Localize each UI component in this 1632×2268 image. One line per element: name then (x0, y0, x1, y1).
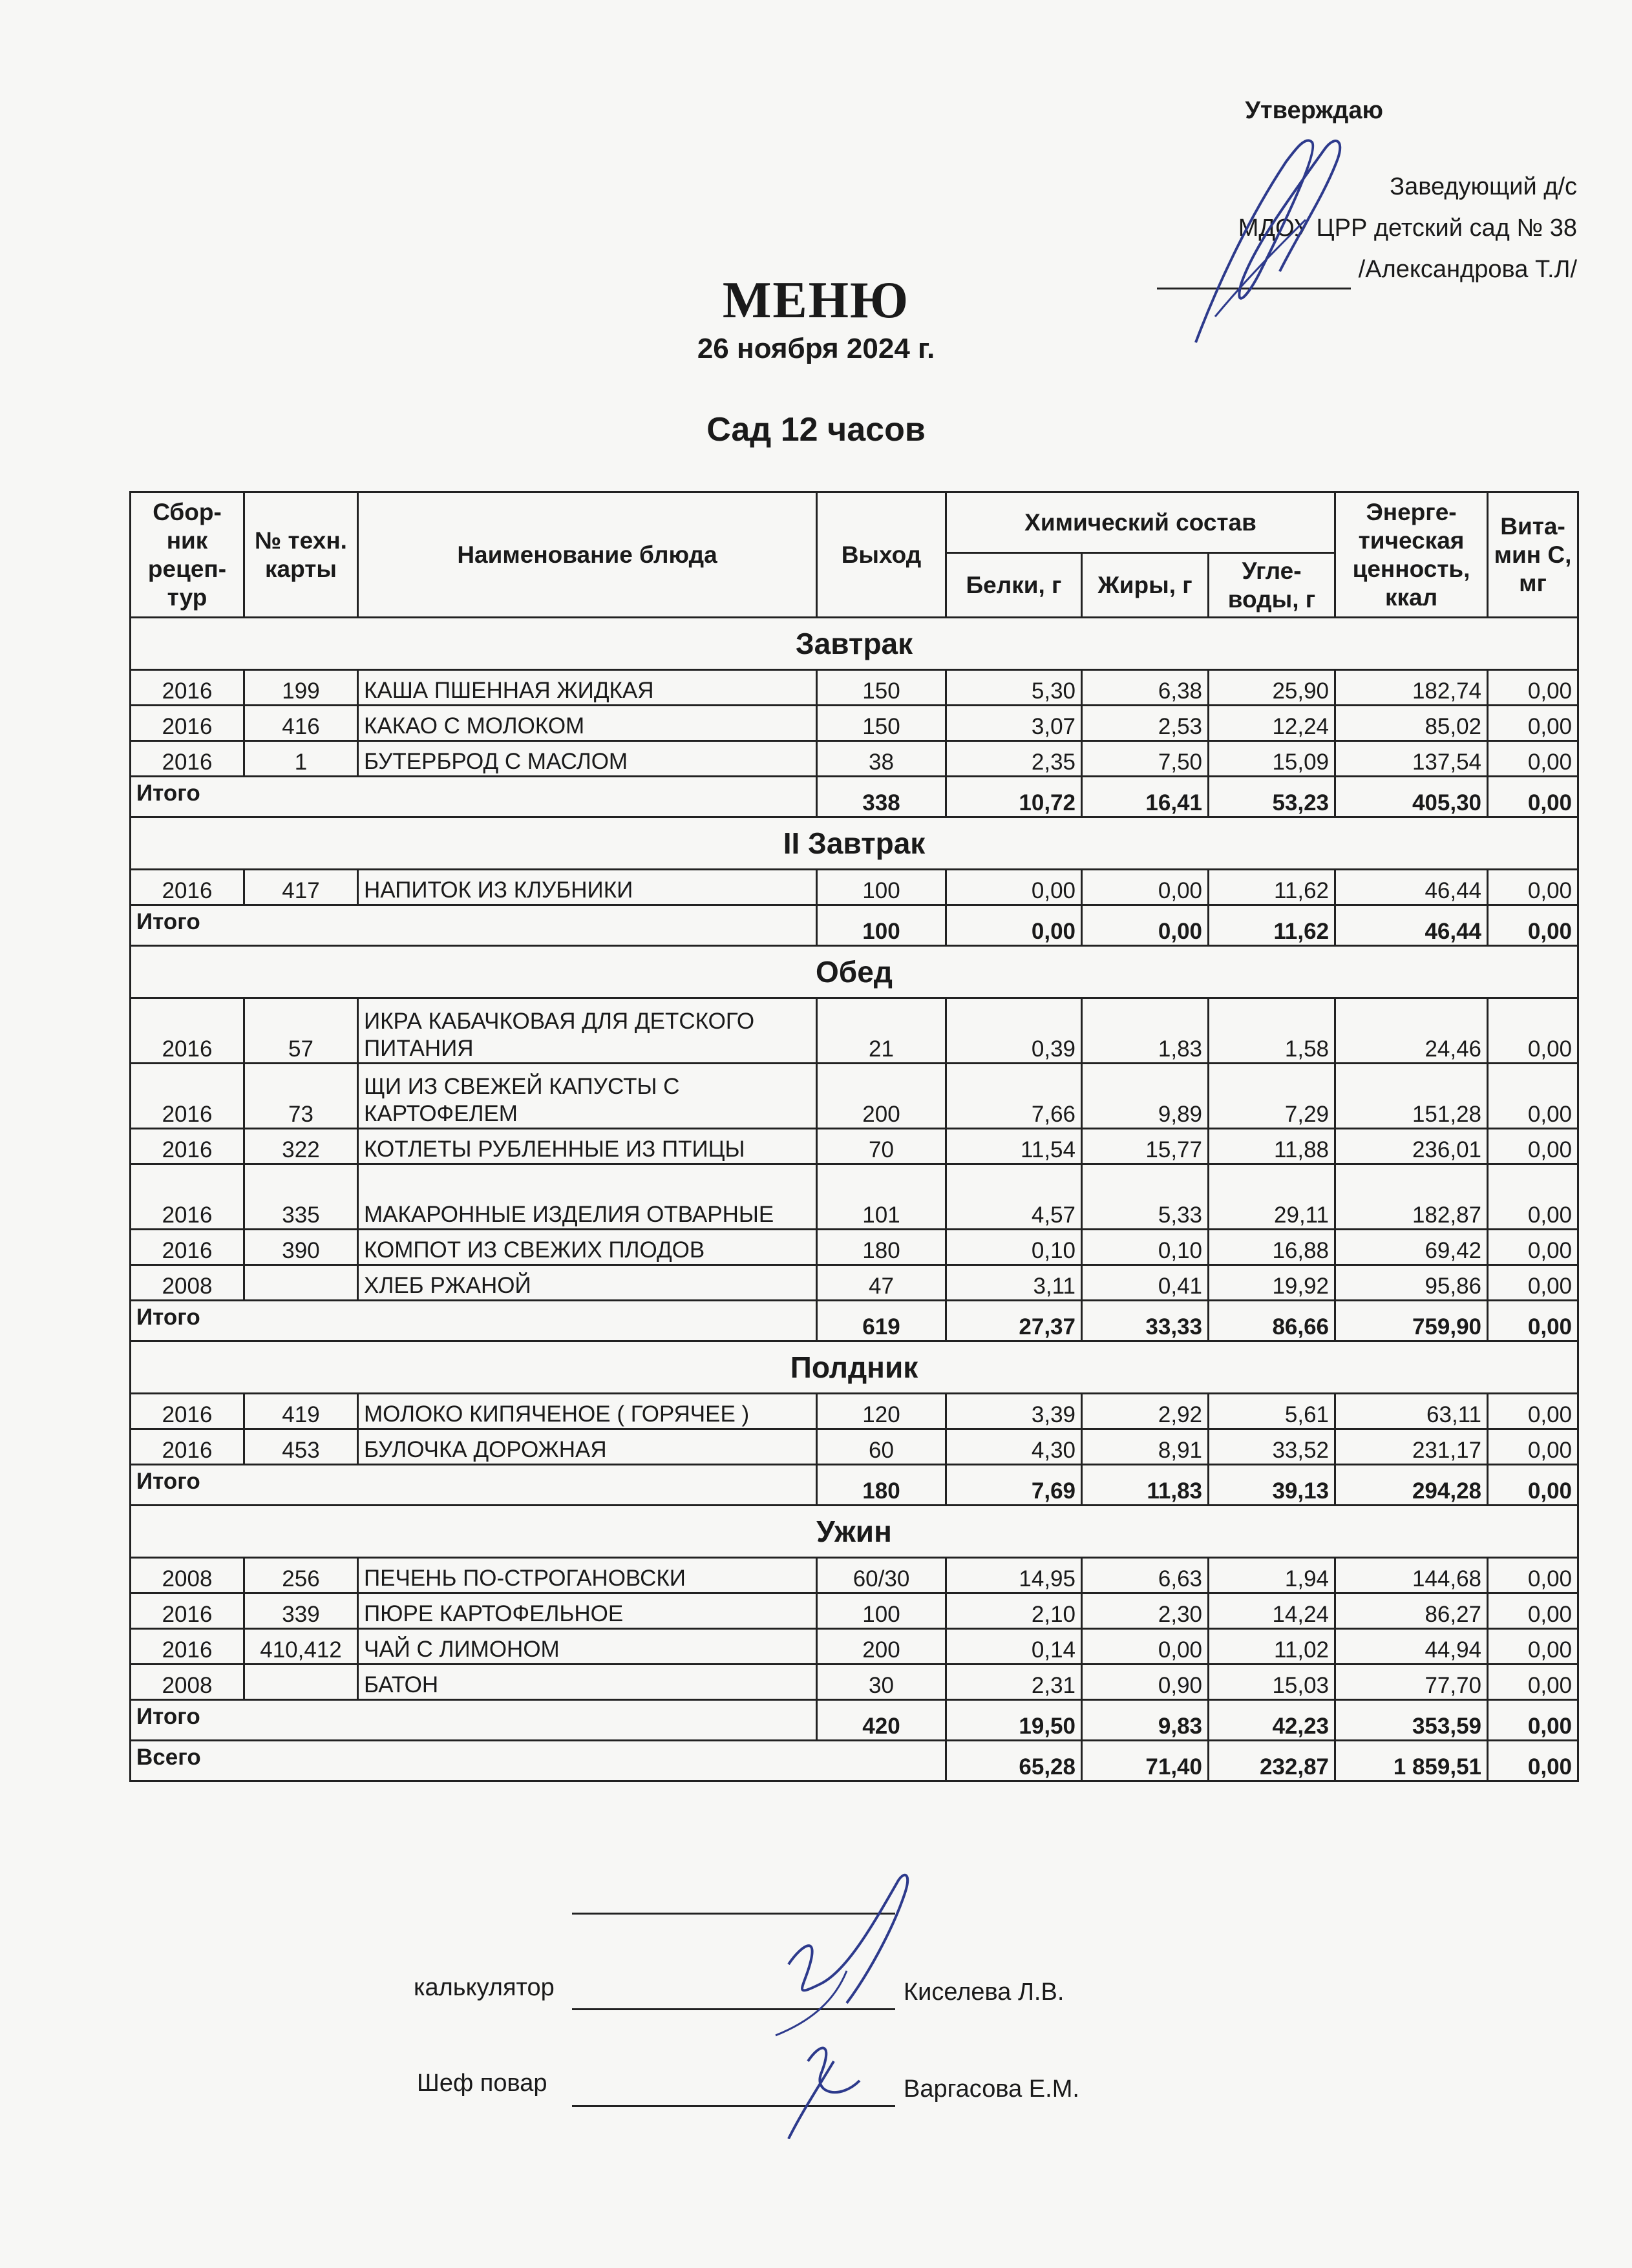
total-fat: 16,41 (1082, 777, 1209, 817)
table-row (131, 1558, 1578, 1593)
cell-fat: 0,10 (1082, 1230, 1209, 1265)
cell-card: 57 (244, 998, 358, 1064)
cell-fat: 15,77 (1082, 1129, 1209, 1164)
total-energy: 46,44 (1335, 905, 1488, 946)
total-energy: 294,28 (1335, 1465, 1488, 1506)
total-protein: 27,37 (946, 1301, 1082, 1341)
total-row (131, 1700, 1578, 1741)
grand-vitamin: 0,00 (1488, 1741, 1578, 1781)
cell-card: 73 (244, 1064, 358, 1129)
cell-protein: 3,07 (946, 706, 1082, 741)
total-carbs: 86,66 (1209, 1301, 1335, 1341)
cell-dish: БУТЕРБРОД С МАСЛОМ (358, 741, 817, 777)
cell-vitamin: 0,00 (1488, 1064, 1578, 1129)
cell-energy: 86,27 (1335, 1593, 1488, 1629)
cell-output: 70 (817, 1129, 946, 1164)
cell-protein: 3,39 (946, 1394, 1082, 1429)
grand-protein: 65,28 (946, 1741, 1082, 1781)
total-vitamin: 0,00 (1488, 1700, 1578, 1741)
cell-protein: 14,95 (946, 1558, 1082, 1593)
cell-carbs: 29,11 (1209, 1164, 1335, 1230)
table-row (131, 1593, 1578, 1629)
cell-energy: 85,02 (1335, 706, 1488, 741)
section-row (131, 1506, 1578, 1558)
total-output: 100 (817, 905, 946, 946)
total-row (131, 1301, 1578, 1341)
cell-energy: 46,44 (1335, 870, 1488, 905)
cell-collection: 2016 (131, 1429, 244, 1465)
cell-carbs: 11,62 (1209, 870, 1335, 905)
cell-energy: 44,94 (1335, 1629, 1488, 1664)
cell-fat: 5,33 (1082, 1164, 1209, 1230)
cell-output: 150 (817, 706, 946, 741)
total-fat: 0,00 (1082, 905, 1209, 946)
section-title: Обед (131, 946, 1578, 998)
cell-energy: 151,28 (1335, 1064, 1488, 1129)
cell-protein: 2,10 (946, 1593, 1082, 1629)
total-label: Итого (131, 1301, 817, 1341)
header-collection: Сбор-ник рецеп-тур (131, 492, 244, 618)
cell-card: 339 (244, 1593, 358, 1629)
page-title: МЕНЮ (722, 272, 910, 329)
total-label: Итого (131, 777, 817, 817)
section-row (131, 946, 1578, 998)
cell-output: 120 (817, 1394, 946, 1429)
cell-protein: 2,31 (946, 1664, 1082, 1700)
header-output: Выход (817, 492, 946, 618)
cell-card: 335 (244, 1164, 358, 1230)
cell-carbs: 1,58 (1209, 998, 1335, 1064)
header-card: № техн. карты (244, 492, 358, 618)
cell-energy: 182,87 (1335, 1164, 1488, 1230)
total-energy: 759,90 (1335, 1301, 1488, 1341)
table-row (131, 1394, 1578, 1429)
total-protein: 10,72 (946, 777, 1082, 817)
total-output: 338 (817, 777, 946, 817)
cell-card: 256 (244, 1558, 358, 1593)
table-row (131, 1230, 1578, 1265)
table-row (131, 1265, 1578, 1301)
grand-energy: 1 859,51 (1335, 1741, 1488, 1781)
cell-dish: БУЛОЧКА ДОРОЖНАЯ (358, 1429, 817, 1465)
cell-collection: 2016 (131, 670, 244, 706)
cell-protein: 5,30 (946, 670, 1082, 706)
total-protein: 19,50 (946, 1700, 1082, 1741)
cell-vitamin: 0,00 (1488, 670, 1578, 706)
cell-output: 180 (817, 1230, 946, 1265)
cell-protein: 11,54 (946, 1129, 1082, 1164)
cell-protein: 2,35 (946, 741, 1082, 777)
table-row (131, 706, 1578, 741)
table-row (131, 1164, 1578, 1230)
approval-heading: Утверждаю (1245, 97, 1383, 124)
cell-carbs: 15,09 (1209, 741, 1335, 777)
cell-collection: 2016 (131, 998, 244, 1064)
cell-carbs: 15,03 (1209, 1664, 1335, 1700)
cell-dish: ЧАЙ С ЛИМОНОМ (358, 1629, 817, 1664)
cell-collection: 2016 (131, 1593, 244, 1629)
cell-card: 1 (244, 741, 358, 777)
cell-fat: 8,91 (1082, 1429, 1209, 1465)
cell-dish: ПЕЧЕНЬ ПО-СТРОГАНОВСКИ (358, 1558, 817, 1593)
cell-collection: 2016 (131, 870, 244, 905)
total-fat: 33,33 (1082, 1301, 1209, 1341)
cell-vitamin: 0,00 (1488, 741, 1578, 777)
cell-collection: 2016 (131, 706, 244, 741)
cell-collection: 2016 (131, 741, 244, 777)
cell-fat: 7,50 (1082, 741, 1209, 777)
cell-energy: 144,68 (1335, 1558, 1488, 1593)
section-row (131, 618, 1578, 670)
cell-vitamin: 0,00 (1488, 870, 1578, 905)
cell-vitamin: 0,00 (1488, 1394, 1578, 1429)
cell-carbs: 16,88 (1209, 1230, 1335, 1265)
cell-output: 47 (817, 1265, 946, 1301)
cell-card (244, 1664, 358, 1700)
cell-collection: 2016 (131, 1129, 244, 1164)
cell-fat: 1,83 (1082, 998, 1209, 1064)
cell-dish: ИКРА КАБАЧКОВАЯ ДЛЯ ДЕТСКОГО ПИТАНИЯ (358, 998, 817, 1064)
section-title: II Завтрак (131, 817, 1578, 870)
header-protein: Белки, г (946, 553, 1082, 618)
header-vitamin: Вита-мин С, мг (1488, 492, 1578, 618)
header-chem: Химический состав (946, 492, 1335, 553)
cell-vitamin: 0,00 (1488, 1664, 1578, 1700)
cell-carbs: 14,24 (1209, 1593, 1335, 1629)
chef-label: Шеф повар (417, 2070, 547, 2097)
cell-protein: 0,39 (946, 998, 1082, 1064)
cell-vitamin: 0,00 (1488, 1230, 1578, 1265)
cell-carbs: 7,29 (1209, 1064, 1335, 1129)
total-vitamin: 0,00 (1488, 777, 1578, 817)
header-fat: Жиры, г (1082, 553, 1209, 618)
table-row (131, 1129, 1578, 1164)
cell-collection: 2016 (131, 1064, 244, 1129)
cell-fat: 6,63 (1082, 1558, 1209, 1593)
cell-fat: 0,41 (1082, 1265, 1209, 1301)
total-label: Итого (131, 1465, 817, 1506)
cell-dish: КАКАО С МОЛОКОМ (358, 706, 817, 741)
cell-carbs: 11,88 (1209, 1129, 1335, 1164)
cell-carbs: 5,61 (1209, 1394, 1335, 1429)
cell-carbs: 33,52 (1209, 1429, 1335, 1465)
table-row (131, 1429, 1578, 1465)
cell-dish: КОМПОТ ИЗ СВЕЖИХ ПЛОДОВ (358, 1230, 817, 1265)
grand-carbs: 232,87 (1209, 1741, 1335, 1781)
total-vitamin: 0,00 (1488, 1301, 1578, 1341)
cell-energy: 63,11 (1335, 1394, 1488, 1429)
cell-energy: 77,70 (1335, 1664, 1488, 1700)
cell-output: 100 (817, 870, 946, 905)
cell-dish: КОТЛЕТЫ РУБЛЕННЫЕ ИЗ ПТИЦЫ (358, 1129, 817, 1164)
cell-card: 390 (244, 1230, 358, 1265)
cell-output: 60 (817, 1429, 946, 1465)
total-output: 619 (817, 1301, 946, 1341)
cell-card: 417 (244, 870, 358, 905)
cell-vitamin: 0,00 (1488, 1129, 1578, 1164)
cell-dish: МОЛОКО КИПЯЧЕНОЕ ( ГОРЯЧЕЕ ) (358, 1394, 817, 1429)
cell-output: 101 (817, 1164, 946, 1230)
cell-protein: 7,66 (946, 1064, 1082, 1129)
table-row (131, 670, 1578, 706)
total-carbs: 11,62 (1209, 905, 1335, 946)
table-row (131, 1664, 1578, 1700)
cell-output: 60/30 (817, 1558, 946, 1593)
total-carbs: 42,23 (1209, 1700, 1335, 1741)
cell-output: 21 (817, 998, 946, 1064)
approval-position: Заведующий д/с (1390, 173, 1577, 200)
cell-carbs: 25,90 (1209, 670, 1335, 706)
cell-protein: 0,00 (946, 870, 1082, 905)
total-energy: 353,59 (1335, 1700, 1488, 1741)
cell-energy: 236,01 (1335, 1129, 1488, 1164)
cell-fat: 0,00 (1082, 870, 1209, 905)
cell-energy: 182,74 (1335, 670, 1488, 706)
table-row (131, 1629, 1578, 1664)
cell-output: 30 (817, 1664, 946, 1700)
cell-card: 453 (244, 1429, 358, 1465)
cell-collection: 2008 (131, 1558, 244, 1593)
grand-total-label: Всего (131, 1741, 946, 1781)
cell-fat: 2,53 (1082, 706, 1209, 741)
cell-protein: 0,10 (946, 1230, 1082, 1265)
cell-energy: 231,17 (1335, 1429, 1488, 1465)
cell-vitamin: 0,00 (1488, 1265, 1578, 1301)
cell-vitamin: 0,00 (1488, 1629, 1578, 1664)
total-carbs: 39,13 (1209, 1465, 1335, 1506)
total-vitamin: 0,00 (1488, 1465, 1578, 1506)
cell-fat: 9,89 (1082, 1064, 1209, 1129)
cell-output: 200 (817, 1629, 946, 1664)
cell-vitamin: 0,00 (1488, 1593, 1578, 1629)
cell-card: 322 (244, 1129, 358, 1164)
menu-subtitle: Сад 12 часов (706, 411, 926, 448)
section-row (131, 1341, 1578, 1394)
menu-table (129, 491, 1579, 1782)
cell-card: 199 (244, 670, 358, 706)
section-title: Ужин (131, 1506, 1578, 1558)
cell-output: 200 (817, 1064, 946, 1129)
total-fat: 11,83 (1082, 1465, 1209, 1506)
total-row (131, 1465, 1578, 1506)
cell-output: 100 (817, 1593, 946, 1629)
cell-fat: 2,30 (1082, 1593, 1209, 1629)
cell-carbs: 11,02 (1209, 1629, 1335, 1664)
section-title: Завтрак (131, 618, 1578, 670)
cell-vitamin: 0,00 (1488, 706, 1578, 741)
cell-vitamin: 0,00 (1488, 1429, 1578, 1465)
cell-fat: 2,92 (1082, 1394, 1209, 1429)
approval-name: /Александрова Т.Л/ (1358, 256, 1577, 283)
cell-fat: 0,00 (1082, 1629, 1209, 1664)
calc-label: калькулятор (414, 1974, 555, 2001)
cell-protein: 4,57 (946, 1164, 1082, 1230)
total-output: 180 (817, 1465, 946, 1506)
cell-fat: 0,90 (1082, 1664, 1209, 1700)
cell-collection: 2008 (131, 1664, 244, 1700)
grand-fat: 71,40 (1082, 1741, 1209, 1781)
cell-vitamin: 0,00 (1488, 1164, 1578, 1230)
cell-protein: 4,30 (946, 1429, 1082, 1465)
cell-vitamin: 0,00 (1488, 1558, 1578, 1593)
cell-output: 150 (817, 670, 946, 706)
total-label: Итого (131, 1700, 817, 1741)
cell-energy: 95,86 (1335, 1265, 1488, 1301)
cell-collection: 2016 (131, 1394, 244, 1429)
table-row (131, 741, 1578, 777)
cell-energy: 24,46 (1335, 998, 1488, 1064)
total-carbs: 53,23 (1209, 777, 1335, 817)
grand-total-row (131, 1741, 1578, 1781)
cell-card: 419 (244, 1394, 358, 1429)
cell-card: 416 (244, 706, 358, 741)
table-row (131, 870, 1578, 905)
cell-collection: 2008 (131, 1265, 244, 1301)
cell-carbs: 1,94 (1209, 1558, 1335, 1593)
cell-collection: 2016 (131, 1230, 244, 1265)
total-fat: 9,83 (1082, 1700, 1209, 1741)
calculator-signature-icon (750, 1867, 944, 2139)
cell-dish: КАША ПШЕННАЯ ЖИДКАЯ (358, 670, 817, 706)
cell-dish: НАПИТОК ИЗ КЛУБНИКИ (358, 870, 817, 905)
cell-energy: 137,54 (1335, 741, 1488, 777)
cell-dish: ЩИ ИЗ СВЕЖЕЙ КАПУСТЫ С КАРТОФЕЛЕМ (358, 1064, 817, 1129)
total-row (131, 777, 1578, 817)
cell-carbs: 12,24 (1209, 706, 1335, 741)
cell-protein: 0,14 (946, 1629, 1082, 1664)
menu-body (131, 618, 1578, 1781)
cell-dish: БАТОН (358, 1664, 817, 1700)
menu-date: 26 ноября 2024 г. (697, 333, 935, 364)
table-row (131, 998, 1578, 1064)
total-energy: 405,30 (1335, 777, 1488, 817)
total-vitamin: 0,00 (1488, 905, 1578, 946)
section-title: Полдник (131, 1341, 1578, 1394)
cell-dish: МАКАРОННЫЕ ИЗДЕЛИЯ ОТВАРНЫЕ (358, 1164, 817, 1230)
approval-organization: МДОУ ЦРР детский сад № 38 (1238, 215, 1577, 242)
total-protein: 0,00 (946, 905, 1082, 946)
header-carbs: Угле-воды, г (1209, 553, 1335, 618)
calc-name: Киселева Л.В. (904, 1979, 1065, 2006)
cell-dish: ПЮРЕ КАРТОФЕЛЬНОЕ (358, 1593, 817, 1629)
total-row (131, 905, 1578, 946)
cell-carbs: 19,92 (1209, 1265, 1335, 1301)
cell-collection: 2016 (131, 1629, 244, 1664)
total-output: 420 (817, 1700, 946, 1741)
cell-energy: 69,42 (1335, 1230, 1488, 1265)
section-row (131, 817, 1578, 870)
cell-vitamin: 0,00 (1488, 998, 1578, 1064)
header-dish: Наименование блюда (358, 492, 817, 618)
cell-protein: 3,11 (946, 1265, 1082, 1301)
total-protein: 7,69 (946, 1465, 1082, 1506)
cell-output: 38 (817, 741, 946, 777)
cell-collection: 2016 (131, 1164, 244, 1230)
cell-dish: ХЛЕБ РЖАНОЙ (358, 1265, 817, 1301)
cell-fat: 6,38 (1082, 670, 1209, 706)
cell-card: 410,412 (244, 1629, 358, 1664)
table-row (131, 1064, 1578, 1129)
chef-name: Варгасова Е.М. (904, 2075, 1079, 2103)
total-label: Итого (131, 905, 817, 946)
header-energy: Энерге-тическая ценность, ккал (1335, 492, 1488, 618)
cell-card (244, 1265, 358, 1301)
